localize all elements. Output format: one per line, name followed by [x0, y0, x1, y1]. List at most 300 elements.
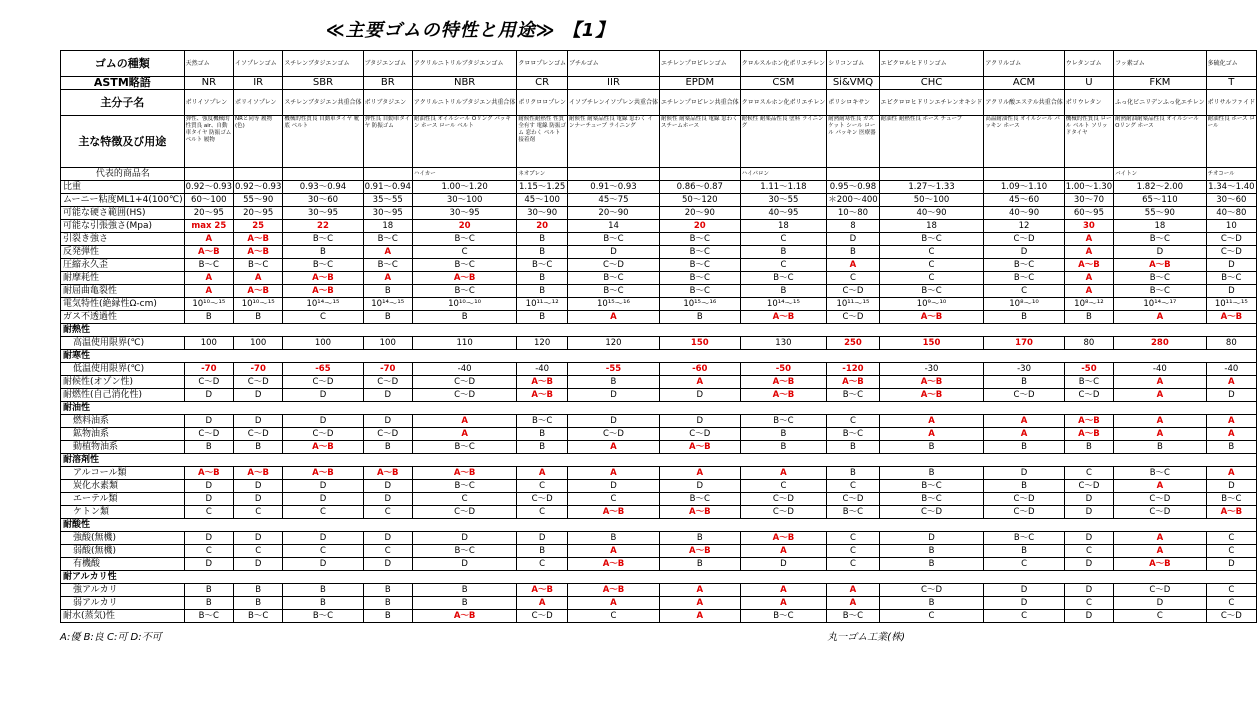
grade-cell: B: [984, 441, 1064, 454]
grade-cell: C: [412, 246, 516, 259]
astm-row-cell: U: [1064, 77, 1113, 90]
molecule-row-cell: エチレンプロピレン共重合体: [660, 90, 741, 116]
property-label: ケトン類: [61, 506, 185, 519]
grade-cell: B～C: [184, 610, 233, 623]
grade-cell: C～D: [184, 376, 233, 389]
grade-cell: 40～80: [1206, 207, 1256, 220]
grade-cell: 280: [1114, 337, 1207, 350]
property-label: 反発弾性: [61, 246, 185, 259]
table-row: [61, 259, 1257, 272]
group-row: [61, 571, 1257, 584]
table-row: [61, 558, 1257, 571]
grade-cell: C: [827, 415, 879, 428]
grade-cell: B: [740, 428, 827, 441]
grade-cell: -120: [827, 363, 879, 376]
feature-row-cell: 弾性、強度機械的性質良 air、自動車タイヤ 防振ゴム ベルト 履物: [184, 116, 233, 168]
grade-cell: B: [984, 376, 1064, 389]
grade-cell: A: [984, 415, 1064, 428]
grade-cell: B～C: [412, 233, 516, 246]
astm-row-cell: T: [1206, 77, 1256, 90]
grade-cell: 30～55: [740, 194, 827, 207]
grade-cell: C: [827, 545, 879, 558]
grade-cell: D: [827, 233, 879, 246]
grade-cell: B: [567, 376, 659, 389]
grade-cell: 0.91～0.94: [364, 182, 411, 192]
grade-cell: A: [363, 246, 412, 259]
grade-cell: D: [660, 480, 741, 493]
grade-cell: 30～70: [1064, 194, 1113, 207]
page-title: ≪主要ゴムの特性と用途≫ 【1】: [325, 20, 615, 41]
grade-cell: 10¹¹～¹²: [517, 298, 568, 311]
grade-cell: -40: [1206, 363, 1256, 376]
grade-cell: B: [517, 233, 568, 246]
astm-row-cell: ACM: [984, 77, 1064, 90]
rubber-kind-row-cell: スチレンブタジエンゴム: [283, 51, 363, 77]
table-row: [61, 181, 1257, 194]
molecule-row-cell: アクリルニトリルブタジエン共重合体: [412, 90, 516, 116]
grade-cell: B: [283, 597, 363, 610]
table-row: [61, 272, 1257, 285]
feature-row-cell: 耐熱耐油耐薬品性良 オイルシール Oリング ホース: [1114, 116, 1207, 168]
grade-cell: A: [660, 610, 741, 623]
grade-cell: D: [1114, 597, 1207, 610]
grade-cell: 1.00～1.30: [1065, 182, 1113, 192]
astm-row-cell: CHC: [879, 77, 984, 90]
product-name-row-cell: [567, 168, 659, 181]
grade-cell: B: [1206, 441, 1256, 454]
group-row: [61, 350, 1257, 363]
grade-cell: D: [283, 415, 363, 428]
grade-cell: C～D: [1114, 506, 1207, 519]
astm-row-cell: NR: [184, 77, 233, 90]
grade-cell: B～C: [879, 480, 984, 493]
grade-cell: C: [283, 545, 363, 558]
grade-cell: A～B: [879, 311, 984, 324]
grade-cell: 10¹⁴～¹⁷: [1114, 298, 1207, 311]
grade-cell: B～C: [740, 610, 827, 623]
grade-cell: C～D: [517, 493, 568, 506]
feature-row-cell: 高温耐油性良 オイルシール パッキン ホース: [984, 116, 1064, 168]
grade-cell: B～C: [412, 545, 516, 558]
molecule-row-cell: ポリシロキサン: [827, 90, 879, 116]
grade-cell: 10¹⁴～¹⁵: [740, 298, 827, 311]
group-row: [61, 519, 1257, 532]
grade-cell: D: [1064, 558, 1113, 571]
grade-cell: C: [879, 272, 984, 285]
grade-cell: D: [184, 558, 233, 571]
grade-cell: D: [1064, 610, 1113, 623]
property-label: 比重: [61, 181, 185, 194]
grade-cell: B: [234, 597, 283, 610]
product-name-row-cell: [827, 168, 879, 181]
grade-cell: 20: [517, 220, 568, 233]
grade-cell: B: [827, 441, 879, 454]
property-label: 強アルカリ: [61, 584, 185, 597]
table-row: [61, 337, 1257, 350]
grade-cell: B～C: [234, 259, 283, 272]
property-label: 耐燃性(自己消化性): [61, 389, 185, 402]
grade-cell: 30～60: [1206, 194, 1256, 207]
grade-cell: D: [363, 532, 412, 545]
grade-cell: 30～95: [363, 207, 412, 220]
grade-cell: 110: [412, 337, 516, 350]
grade-cell: B～C: [283, 233, 363, 246]
table-row: [61, 389, 1257, 402]
grade-cell: A～B: [1064, 415, 1113, 428]
property-label: 電気特性(絶縁性Ω-cm): [61, 298, 185, 311]
grade-cell: C～D: [1064, 389, 1113, 402]
grade-cell: B～C: [879, 493, 984, 506]
grade-cell: A: [1206, 415, 1256, 428]
product-name-row-cell: [984, 168, 1064, 181]
grade-cell: A～B: [517, 389, 568, 402]
rubber-kind-row-cell: エピクロルヒドリンゴム: [879, 51, 984, 77]
grade-cell: B: [740, 285, 827, 298]
grade-cell: -50: [740, 363, 827, 376]
grade-cell: C: [517, 480, 568, 493]
astm-row-cell: SBR: [283, 77, 363, 90]
grade-cell: B: [234, 441, 283, 454]
grade-cell: B～C: [363, 259, 412, 272]
grade-cell: B: [984, 311, 1064, 324]
grade-cell: D: [184, 415, 233, 428]
grade-cell: A: [184, 285, 233, 298]
grade-cell: A: [827, 259, 879, 272]
grade-cell: 30～95: [283, 207, 363, 220]
grade-cell: D: [234, 415, 283, 428]
grade-cell: 20～95: [184, 207, 233, 220]
property-label: エーテル類: [61, 493, 185, 506]
table-row: [61, 376, 1257, 389]
grade-cell: D: [1064, 506, 1113, 519]
grade-cell: B～C: [412, 480, 516, 493]
grade-cell: max 25: [184, 220, 233, 233]
grade-cell: -70: [234, 363, 283, 376]
grade-cell: B～C: [660, 285, 741, 298]
grade-cell: B: [660, 311, 741, 324]
table-row: [61, 285, 1257, 298]
table-row: [61, 584, 1257, 597]
grade-cell: A～B: [1206, 506, 1256, 519]
grade-cell: A～B: [740, 311, 827, 324]
product-name-row-cell: [660, 168, 741, 181]
grade-cell: 25: [234, 220, 283, 233]
grade-cell: D: [234, 480, 283, 493]
grade-cell: A～B: [567, 584, 659, 597]
grade-cell: B: [184, 597, 233, 610]
grade-cell: B: [1064, 311, 1113, 324]
grade-cell: B: [184, 311, 233, 324]
rubber-kind-row-cell: エチレンプロピレンゴム: [660, 51, 741, 77]
grade-cell: A: [984, 428, 1064, 441]
grade-cell: B～C: [827, 389, 879, 402]
astm-row-label: ASTM略語: [61, 77, 185, 90]
grade-cell: C: [827, 272, 879, 285]
grade-cell: 50～120: [660, 194, 741, 207]
grade-cell: B: [234, 584, 283, 597]
grade-cell: 65～110: [1114, 194, 1207, 207]
grade-cell: D: [283, 558, 363, 571]
table-row: [61, 467, 1257, 480]
grade-cell: 250: [827, 337, 879, 350]
grade-cell: B: [660, 532, 741, 545]
grade-cell: A～B: [740, 532, 827, 545]
rubber-kind-row-cell: 天然ゴム: [184, 51, 233, 77]
product-name-row-cell: バイトン: [1114, 168, 1207, 181]
grade-cell: 60～95: [1064, 207, 1113, 220]
property-label: 有機酸: [61, 558, 185, 571]
grade-cell: D: [740, 558, 827, 571]
grade-cell: B～C: [412, 441, 516, 454]
property-label: ムーニー粘度ML1+4(100℃): [61, 194, 185, 207]
grade-cell: B: [517, 246, 568, 259]
grade-cell: 55～90: [234, 194, 283, 207]
grade-cell: 120: [567, 337, 659, 350]
grade-cell: B: [1114, 441, 1207, 454]
rubber-kind-row-cell: アクリルニトリルブタジエンゴム: [412, 51, 516, 77]
grade-cell: B～C: [879, 233, 984, 246]
grade-cell: C: [1206, 532, 1256, 545]
grade-cell: C～D: [234, 376, 283, 389]
table-row: [61, 597, 1257, 610]
feature-row-cell: 弾性良 自動車タイヤ 防振ゴム: [363, 116, 412, 168]
grade-cell: A: [234, 272, 283, 285]
grade-cell: 0.92～0.93: [185, 182, 232, 192]
grade-cell: A～B: [234, 233, 283, 246]
product-name-row-cell: [184, 168, 233, 181]
grade-cell: B: [517, 428, 568, 441]
grade-cell: 45～100: [517, 194, 568, 207]
molecule-row-cell: アクリル酸エステル共重合体: [984, 90, 1064, 116]
grade-cell: C: [1064, 545, 1113, 558]
grade-cell: A～B: [1206, 311, 1256, 324]
grade-cell: B: [412, 597, 516, 610]
grade-cell: C: [827, 558, 879, 571]
grade-cell: D: [567, 246, 659, 259]
grade-cell: 50～100: [879, 194, 984, 207]
grade-cell: -65: [283, 363, 363, 376]
grade-cell: 8: [827, 220, 879, 233]
grade-cell: D: [1114, 246, 1207, 259]
table-row: [61, 441, 1257, 454]
grade-cell: B～C: [1114, 272, 1207, 285]
grade-cell: C: [827, 532, 879, 545]
grade-cell: A～B: [412, 610, 516, 623]
grade-cell: D: [363, 480, 412, 493]
grade-cell: C～D: [660, 428, 741, 441]
grade-cell: D: [984, 584, 1064, 597]
grade-cell: B～C: [660, 233, 741, 246]
property-label: 弱酸(無機): [61, 545, 185, 558]
grade-cell: C～D: [984, 233, 1064, 246]
table-row: [61, 246, 1257, 259]
grade-cell: B: [1064, 441, 1113, 454]
grade-cell: -40: [517, 363, 568, 376]
grade-cell: B～C: [827, 506, 879, 519]
grade-cell: C: [1206, 584, 1256, 597]
group-label: 耐熱性: [61, 324, 1257, 337]
molecule-row: [61, 90, 1257, 116]
grade-cell: 10¹¹～¹⁵: [1206, 298, 1256, 311]
grade-cell: A～B: [234, 467, 283, 480]
grade-cell: 45～75: [567, 194, 659, 207]
grade-cell: C～D: [1206, 233, 1256, 246]
grade-cell: C: [184, 545, 233, 558]
feature-row-cell: 耐候性耐熱性 性質全有す 電線 防振ゴム 窓わく ベルト 接着剤: [517, 116, 568, 168]
grade-cell: D: [234, 493, 283, 506]
grade-cell: D: [234, 389, 283, 402]
molecule-row-cell: エピクロロヒドリンエチレンオキシド: [879, 90, 984, 116]
grade-cell: D: [283, 480, 363, 493]
grade-cell: C: [984, 558, 1064, 571]
property-label: 低温使用限界(℃): [61, 363, 185, 376]
feature-row-cell: 耐熱耐寒性良 ガスケット シール ロール パッキン 医療器: [827, 116, 879, 168]
product-name-row-cell: チオコール: [1206, 168, 1256, 181]
grade-cell: C～D: [879, 584, 984, 597]
grade-cell: 40～90: [879, 207, 984, 220]
rubber-kind-row-cell: ブタジエンゴム: [363, 51, 412, 77]
grade-cell: A: [1064, 233, 1113, 246]
grade-cell: B: [363, 441, 412, 454]
grade-cell: A: [517, 467, 568, 480]
rubber-kind-row-cell: アクリルゴム: [984, 51, 1064, 77]
property-label: 引裂き強さ: [61, 233, 185, 246]
grade-cell: B: [984, 545, 1064, 558]
grade-cell: B: [234, 311, 283, 324]
grade-cell: C: [1114, 610, 1207, 623]
grade-cell: 10¹⁰～¹⁵: [184, 298, 233, 311]
astm-row-cell: NBR: [412, 77, 516, 90]
grade-cell: D: [984, 597, 1064, 610]
table-row: [61, 545, 1257, 558]
grade-cell: 1.00～1.20: [412, 181, 516, 194]
grade-cell: 40～90: [984, 207, 1064, 220]
grade-cell: A～B: [879, 376, 984, 389]
grade-cell: A～B: [1114, 259, 1207, 272]
grade-cell: 18: [740, 220, 827, 233]
grade-cell: A～B: [660, 506, 741, 519]
grade-cell: D: [283, 493, 363, 506]
grade-cell: A～B: [283, 467, 363, 480]
grade-cell: 0.86～0.87: [660, 181, 741, 194]
feature-row-cell: 耐油性良 ホース ロール: [1206, 116, 1256, 168]
grade-cell: 18: [879, 220, 984, 233]
grade-cell: C～D: [567, 428, 659, 441]
group-label: 耐酸性: [61, 519, 1257, 532]
grade-cell: B: [283, 246, 363, 259]
grade-cell: 130: [740, 337, 827, 350]
grade-cell: 150: [660, 337, 741, 350]
property-label: ガス不透過性: [61, 311, 185, 324]
grade-cell: B～C: [567, 285, 659, 298]
grade-cell: D: [412, 532, 516, 545]
grade-cell: B: [363, 285, 412, 298]
feature-row-cell: 耐油性 耐熱性良 ホース チューブ: [879, 116, 984, 168]
grade-cell: A～B: [1064, 259, 1113, 272]
grade-cell: 45～60: [984, 194, 1064, 207]
grade-cell: A: [1064, 246, 1113, 259]
grade-cell: A: [567, 545, 659, 558]
grade-cell: B～C: [879, 285, 984, 298]
grade-cell: B: [827, 246, 879, 259]
grade-cell: C～D: [827, 493, 879, 506]
astm-row-cell: IIR: [567, 77, 659, 90]
grade-cell: B: [363, 597, 412, 610]
grade-cell: A: [1206, 428, 1256, 441]
grade-cell: -40: [1114, 363, 1207, 376]
grade-cell: 1.09～1.10: [984, 181, 1064, 194]
grade-cell: A: [1114, 480, 1207, 493]
grade-cell: B: [879, 441, 984, 454]
group-label: 耐アルカリ性: [61, 571, 1257, 584]
grade-cell: C～D: [1206, 610, 1256, 623]
grade-cell: A～B: [517, 376, 568, 389]
grade-cell: 22: [283, 220, 363, 233]
grade-cell: C: [283, 506, 363, 519]
grade-cell: C: [234, 545, 283, 558]
grade-cell: A: [740, 597, 827, 610]
grade-cell: B～C: [567, 233, 659, 246]
grade-cell: A～B: [740, 376, 827, 389]
grade-cell: B～C: [1114, 467, 1207, 480]
molecule-row-cell: ポリサルファイド: [1206, 90, 1256, 116]
grade-cell: B: [517, 311, 568, 324]
grade-cell: A: [412, 428, 516, 441]
grade-cell: C: [984, 285, 1064, 298]
molecule-row-cell: スチレンブタジエン共重合体: [283, 90, 363, 116]
grade-cell: 20～90: [567, 207, 659, 220]
grade-cell: 18: [363, 220, 412, 233]
grade-cell: A～B: [1064, 428, 1113, 441]
grade-cell: D: [567, 389, 659, 402]
grade-cell: C: [740, 233, 827, 246]
grade-cell: A: [827, 597, 879, 610]
grade-cell: A: [879, 428, 984, 441]
grade-cell: D: [184, 532, 233, 545]
grade-cell: 10⁸～¹⁰: [984, 298, 1064, 311]
astm-row: [61, 77, 1257, 90]
grade-cell: B～C: [984, 532, 1064, 545]
grade-cell: A～B: [567, 558, 659, 571]
property-label: 弱アルカリ: [61, 597, 185, 610]
grade-cell: C～D: [567, 259, 659, 272]
grade-cell: B～C: [517, 259, 568, 272]
grade-cell: C: [879, 259, 984, 272]
rubber-kind-row-cell: イソプレンゴム: [234, 51, 283, 77]
rubber-kind-row: [61, 51, 1257, 77]
grade-cell: ＊200～400: [828, 195, 878, 205]
grade-cell: B: [283, 584, 363, 597]
grade-cell: A: [740, 545, 827, 558]
grade-cell: B: [363, 311, 412, 324]
grade-cell: A～B: [827, 376, 879, 389]
grade-cell: B～C: [517, 415, 568, 428]
product-name-row-cell: ハイパロン: [740, 168, 827, 181]
property-label: 耐水(蒸気)性: [61, 610, 185, 623]
grade-cell: B～C: [660, 259, 741, 272]
grade-cell: B: [517, 545, 568, 558]
grade-cell: D: [184, 493, 233, 506]
grade-cell: C: [363, 506, 412, 519]
grade-cell: C: [363, 545, 412, 558]
grade-cell: -60: [660, 363, 741, 376]
grade-cell: A～B: [740, 389, 827, 402]
grade-cell: B～C: [1114, 285, 1207, 298]
grade-cell: C～D: [984, 506, 1064, 519]
grade-cell: B～C: [1064, 376, 1113, 389]
grade-cell: A～B: [283, 441, 363, 454]
table-row: [61, 415, 1257, 428]
